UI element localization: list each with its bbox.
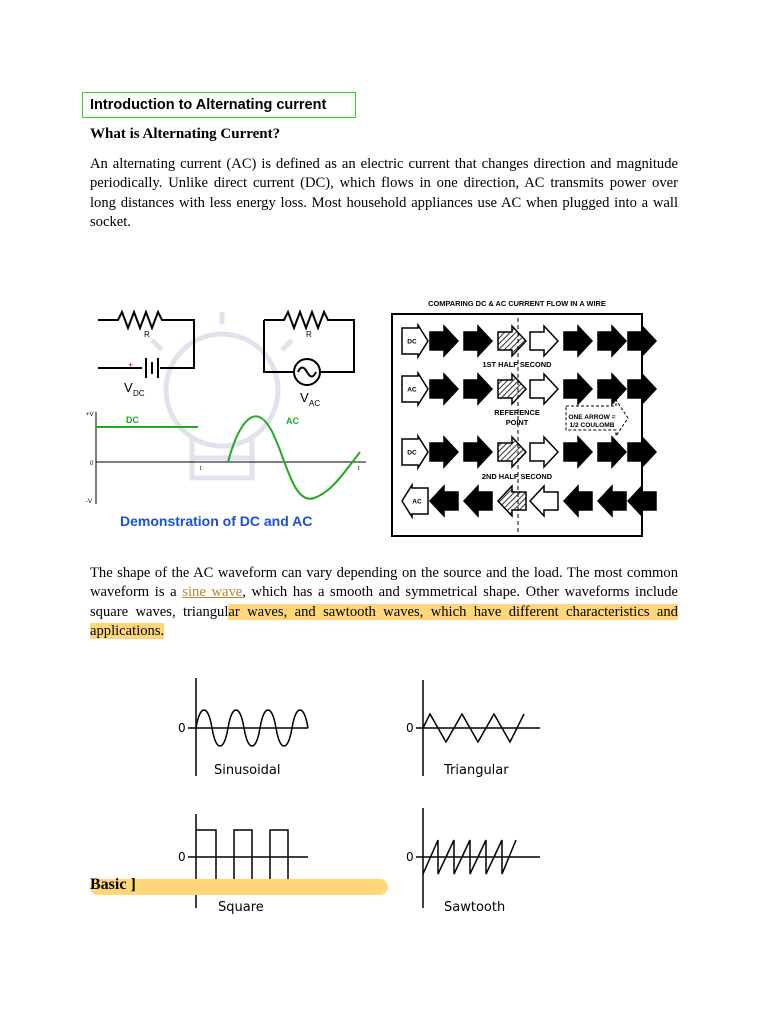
arrow-note-2: 1/2 COULOMB (569, 422, 615, 429)
flow-row-label: DC (407, 449, 417, 457)
first-half-label: 1ST HALF SECOND (482, 360, 552, 369)
ac-wave-label: AC (286, 416, 299, 426)
intro-paragraph: An alternating current (AC) is defined as an electric current that changes direction and magnitude periodically. Unlike direct current (DC), which flows in one direction, AC transmits power over long distances with less energy loss. Most household appliances use AC when plugged into a wall socket. (90, 156, 678, 231)
zero-label-tri: 0 (406, 721, 414, 735)
vdc-label: V (124, 380, 133, 395)
second-half-label: 2ND HALF SECOND (481, 472, 553, 481)
square-wave (196, 830, 308, 886)
waveform-text-2: , which has a smooth and symmetrical shape. Other waveforms include square waves, triangul (90, 584, 678, 620)
zero-label-sin: 0 (178, 721, 186, 735)
arrow-note-1: ONE ARROW = (568, 414, 616, 421)
waveform-paragraph (90, 564, 678, 642)
square-label: Square (218, 900, 264, 915)
flow-row-label: AC (412, 498, 422, 506)
axis-t-right: t (358, 466, 360, 472)
flow-row-label: AC (407, 386, 417, 394)
vdc-subscript: DC (133, 389, 145, 398)
axis-plus-v: +V (86, 412, 94, 418)
resistor-label-left: R (144, 330, 150, 339)
basic-heading: Basic ] (90, 876, 136, 893)
axis-minus-v: -V (86, 499, 92, 505)
vac-subscript: AC (309, 399, 321, 408)
sawtooth-label: Sawtooth (444, 900, 506, 915)
reference-label-1: REFERENCE (494, 408, 540, 417)
question-heading: What is Alternating Current? (90, 126, 281, 142)
triangular-label: Triangular (444, 763, 509, 778)
highlighted-text: ar waves, and sawtooth waves, which have different characteristics and applications. (90, 603, 678, 640)
dc-wave-label: DC (126, 415, 139, 425)
waveform-text-1: The shape of the AC waveform can vary depending on the source and the load. The most common waveform is a (90, 565, 678, 601)
reference-label-2: POINT (505, 418, 529, 427)
dc-ac-figure (88, 300, 372, 532)
axis-t-left: t (200, 466, 202, 472)
lightbulb-watermark-icon (152, 312, 292, 478)
current-flow-figure (384, 294, 650, 540)
sine-wave-link[interactable]: sine wave (182, 584, 243, 601)
figure-caption: Demonstration of DC and AC (120, 513, 313, 529)
vac-label: V (300, 390, 309, 405)
resistor-label-right: R (306, 330, 312, 339)
zero-label-sq: 0 (178, 850, 186, 864)
flow-row-label: DC (407, 338, 417, 346)
sinusoidal-label: Sinusoidal (214, 763, 281, 778)
zero-label-saw: 0 (406, 850, 414, 864)
flow-figure-title: COMPARING DC & AC CURRENT FLOW IN A WIRE (428, 299, 606, 308)
svg-text:+: + (128, 360, 134, 370)
section-title: Introduction to Alternating current (82, 92, 356, 118)
axis-zero: 0 (90, 461, 94, 467)
